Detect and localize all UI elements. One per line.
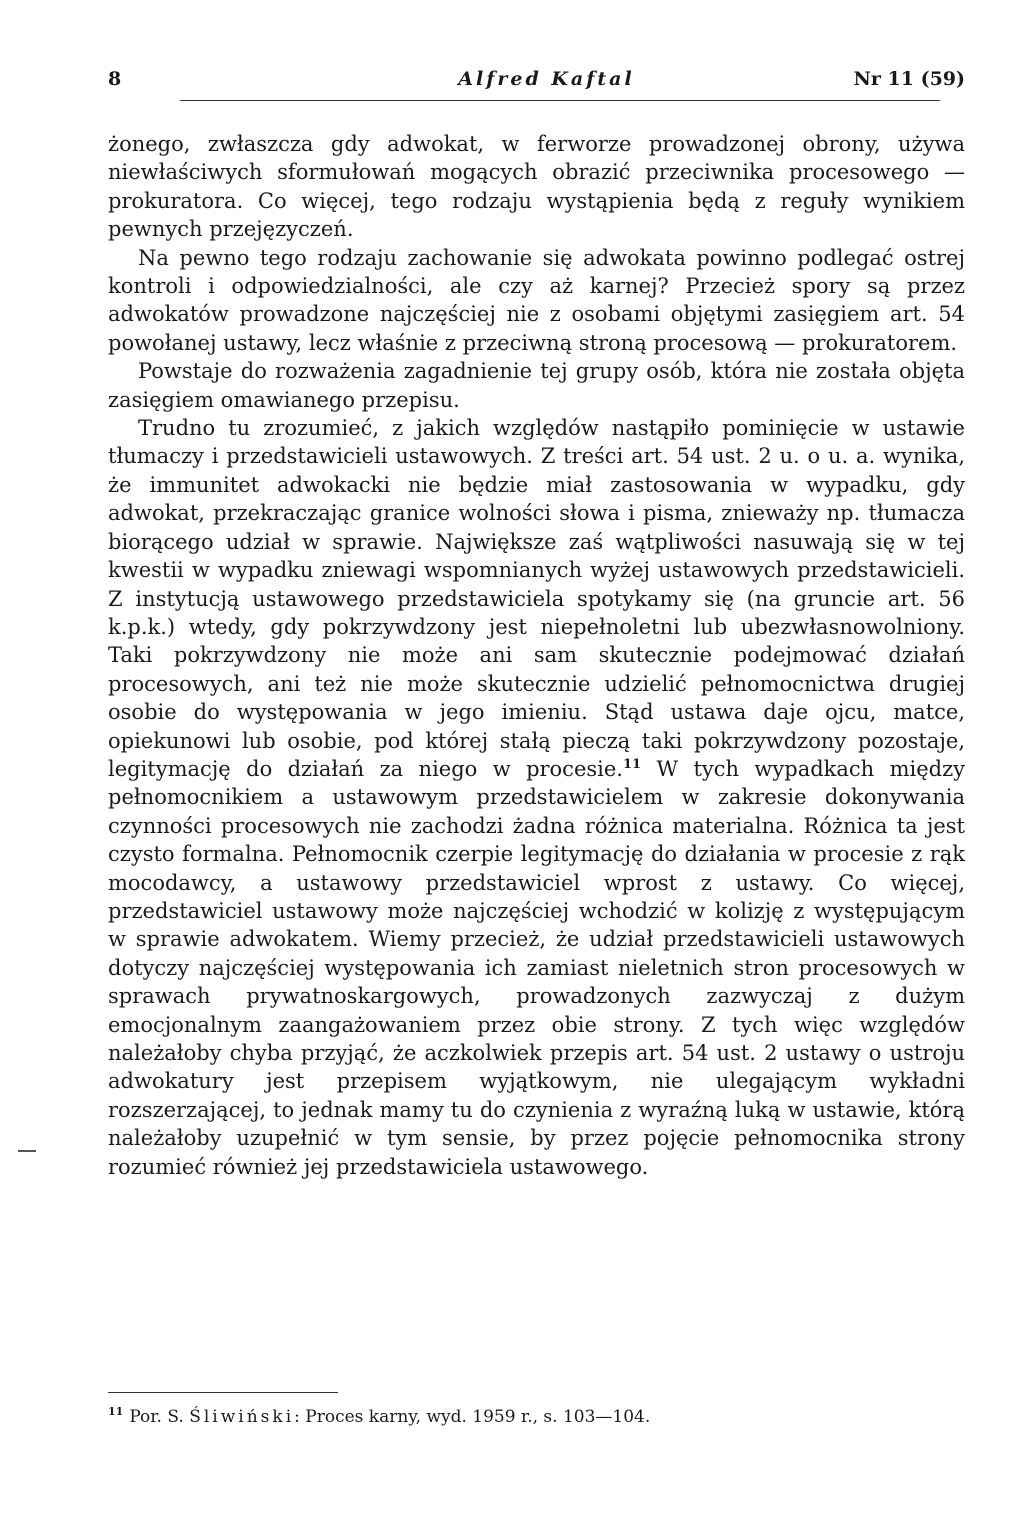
paragraph-1: żonego, zwłaszcza gdy adwokat, w ferworze prowadzonej obrony, używa niewłaściwych sformułowań mogących obrazić przeciwnika procesowego — prokuratora. Co więcej, tego rodzaju wystąpienia będą z reguły wynikiem pewnych przejęzyczeń. xyxy=(108,132,965,242)
paragraph-3: Powstaje do rozważenia zagadnienie tej grupy osób, która nie została objęta zasięgiem omawianego przepisu. xyxy=(108,359,965,412)
header-rule xyxy=(180,100,940,101)
issue-number: Nr 11 (59) xyxy=(853,68,965,90)
footnote-reference[interactable]: 11 xyxy=(622,756,642,772)
paragraph-4 xyxy=(108,414,965,1181)
margin-mark xyxy=(18,1150,36,1152)
footnote-author: Śliwiński xyxy=(189,1407,295,1427)
body-text xyxy=(108,130,965,1181)
paragraph-4-part-2: W tych wypadkach między pełnomocnikiem a ustawowym przedstawicielem w zakresie dokonywania czynności procesowych nie zachodzi żadna różnica materialna. Różnica ta jest czysto formalna. Pełnomocnik czerpie legitymację do działania w procesie z rąk mocodawcy, a ustawowy przedstawiciel wprost z ustawy. Co więcej, przedstawiciel ustawowy może najczęściej wchodzić w kolizję z występującym w sprawie adwokatem. Wiemy przecież, że udział przedstawicieli ustawowych dotyczy najczęściej występowania ich zamiast nieletnich stron procesowych w sprawach prywatnoskargowych, prowadzonych zazwyczaj z dużym emocjonalnym zaangażowaniem przez obie strony. Z tych więc względów należałoby chyba przyjąć, że aczkolwiek przepis art. 54 ust. 2 ustawy o ustroju adwokatury jest przepisem wyjątkowym, nie ulegającym wykładni rozszerzającej, to jednak mamy tu do czynienia z wyraźną luką w ustawie, którą należałoby uzupełnić w tym sensie, by przez pojęcie pełnomocnika strony rozumieć również jej przedstawiciela ustawowego. xyxy=(108,756,966,1179)
paragraph-4-part-1: Trudno tu zrozumieć, z jakich względów nastąpiło pominięcie w ustawie tłumaczy i przedstawicieli ustawowych. Z treści art. 54 ust. 2 u. o u. a. wynika, że immunitet adwokacki nie będzie miał zastosowania w wypadku, gdy adwokat, przekraczając granice wolności słowa i pisma, znieważy np. tłumacza biorącego udział w sprawie. Największe zaś wątpliwości nasuwają się w tej kwestii w wypadku zniewagi wspomnianych wyżej ustawowych przedstawicieli. Z instytucją ustawowego przedstawiciela spotykamy się (na gruncie art. 56 k.p.k.) wtedy, gdy pokrzywdzony jest niepełnoletni lub ubezwłasnowolniony. Taki pokrzywdzony nie może ani sam skutecznie podejmować działań procesowych, ani też nie może skutecznie udzielić pełnomocnictwa drugiej osobie do występowania w jego imieniu. Stąd ustawa daje ojcu, matce, opiekunowi lub osobie, pod której stałą pieczą taki pokrzywdzony pozostaje, legitymację do działań za niego w procesie. xyxy=(108,416,965,781)
footnote-citation: : Proces karny, wyd. 1959 r., s. 103—104. xyxy=(294,1407,651,1427)
footnote-rule xyxy=(108,1392,338,1393)
footnote-mark: 11 xyxy=(108,1405,124,1419)
footnote xyxy=(108,1406,965,1428)
running-title: Alfred Kaftal xyxy=(458,68,635,90)
page-header xyxy=(108,68,965,98)
page-number: 8 xyxy=(108,68,122,90)
footnote-prefix: Por. S. xyxy=(129,1407,190,1427)
paragraph-2: Na pewno tego rodzaju zachowanie się adwokata powinno podlegać ostrej kontroli i odpowiedzialności, ale czy aż karnej? Przecież spory są przez adwokatów prowadzone najczęściej nie z osobami objętymi zasięgiem art. 54 powołanej ustawy, lecz właśnie z przeciwną stroną procesową — prokuratorem. xyxy=(108,245,965,355)
